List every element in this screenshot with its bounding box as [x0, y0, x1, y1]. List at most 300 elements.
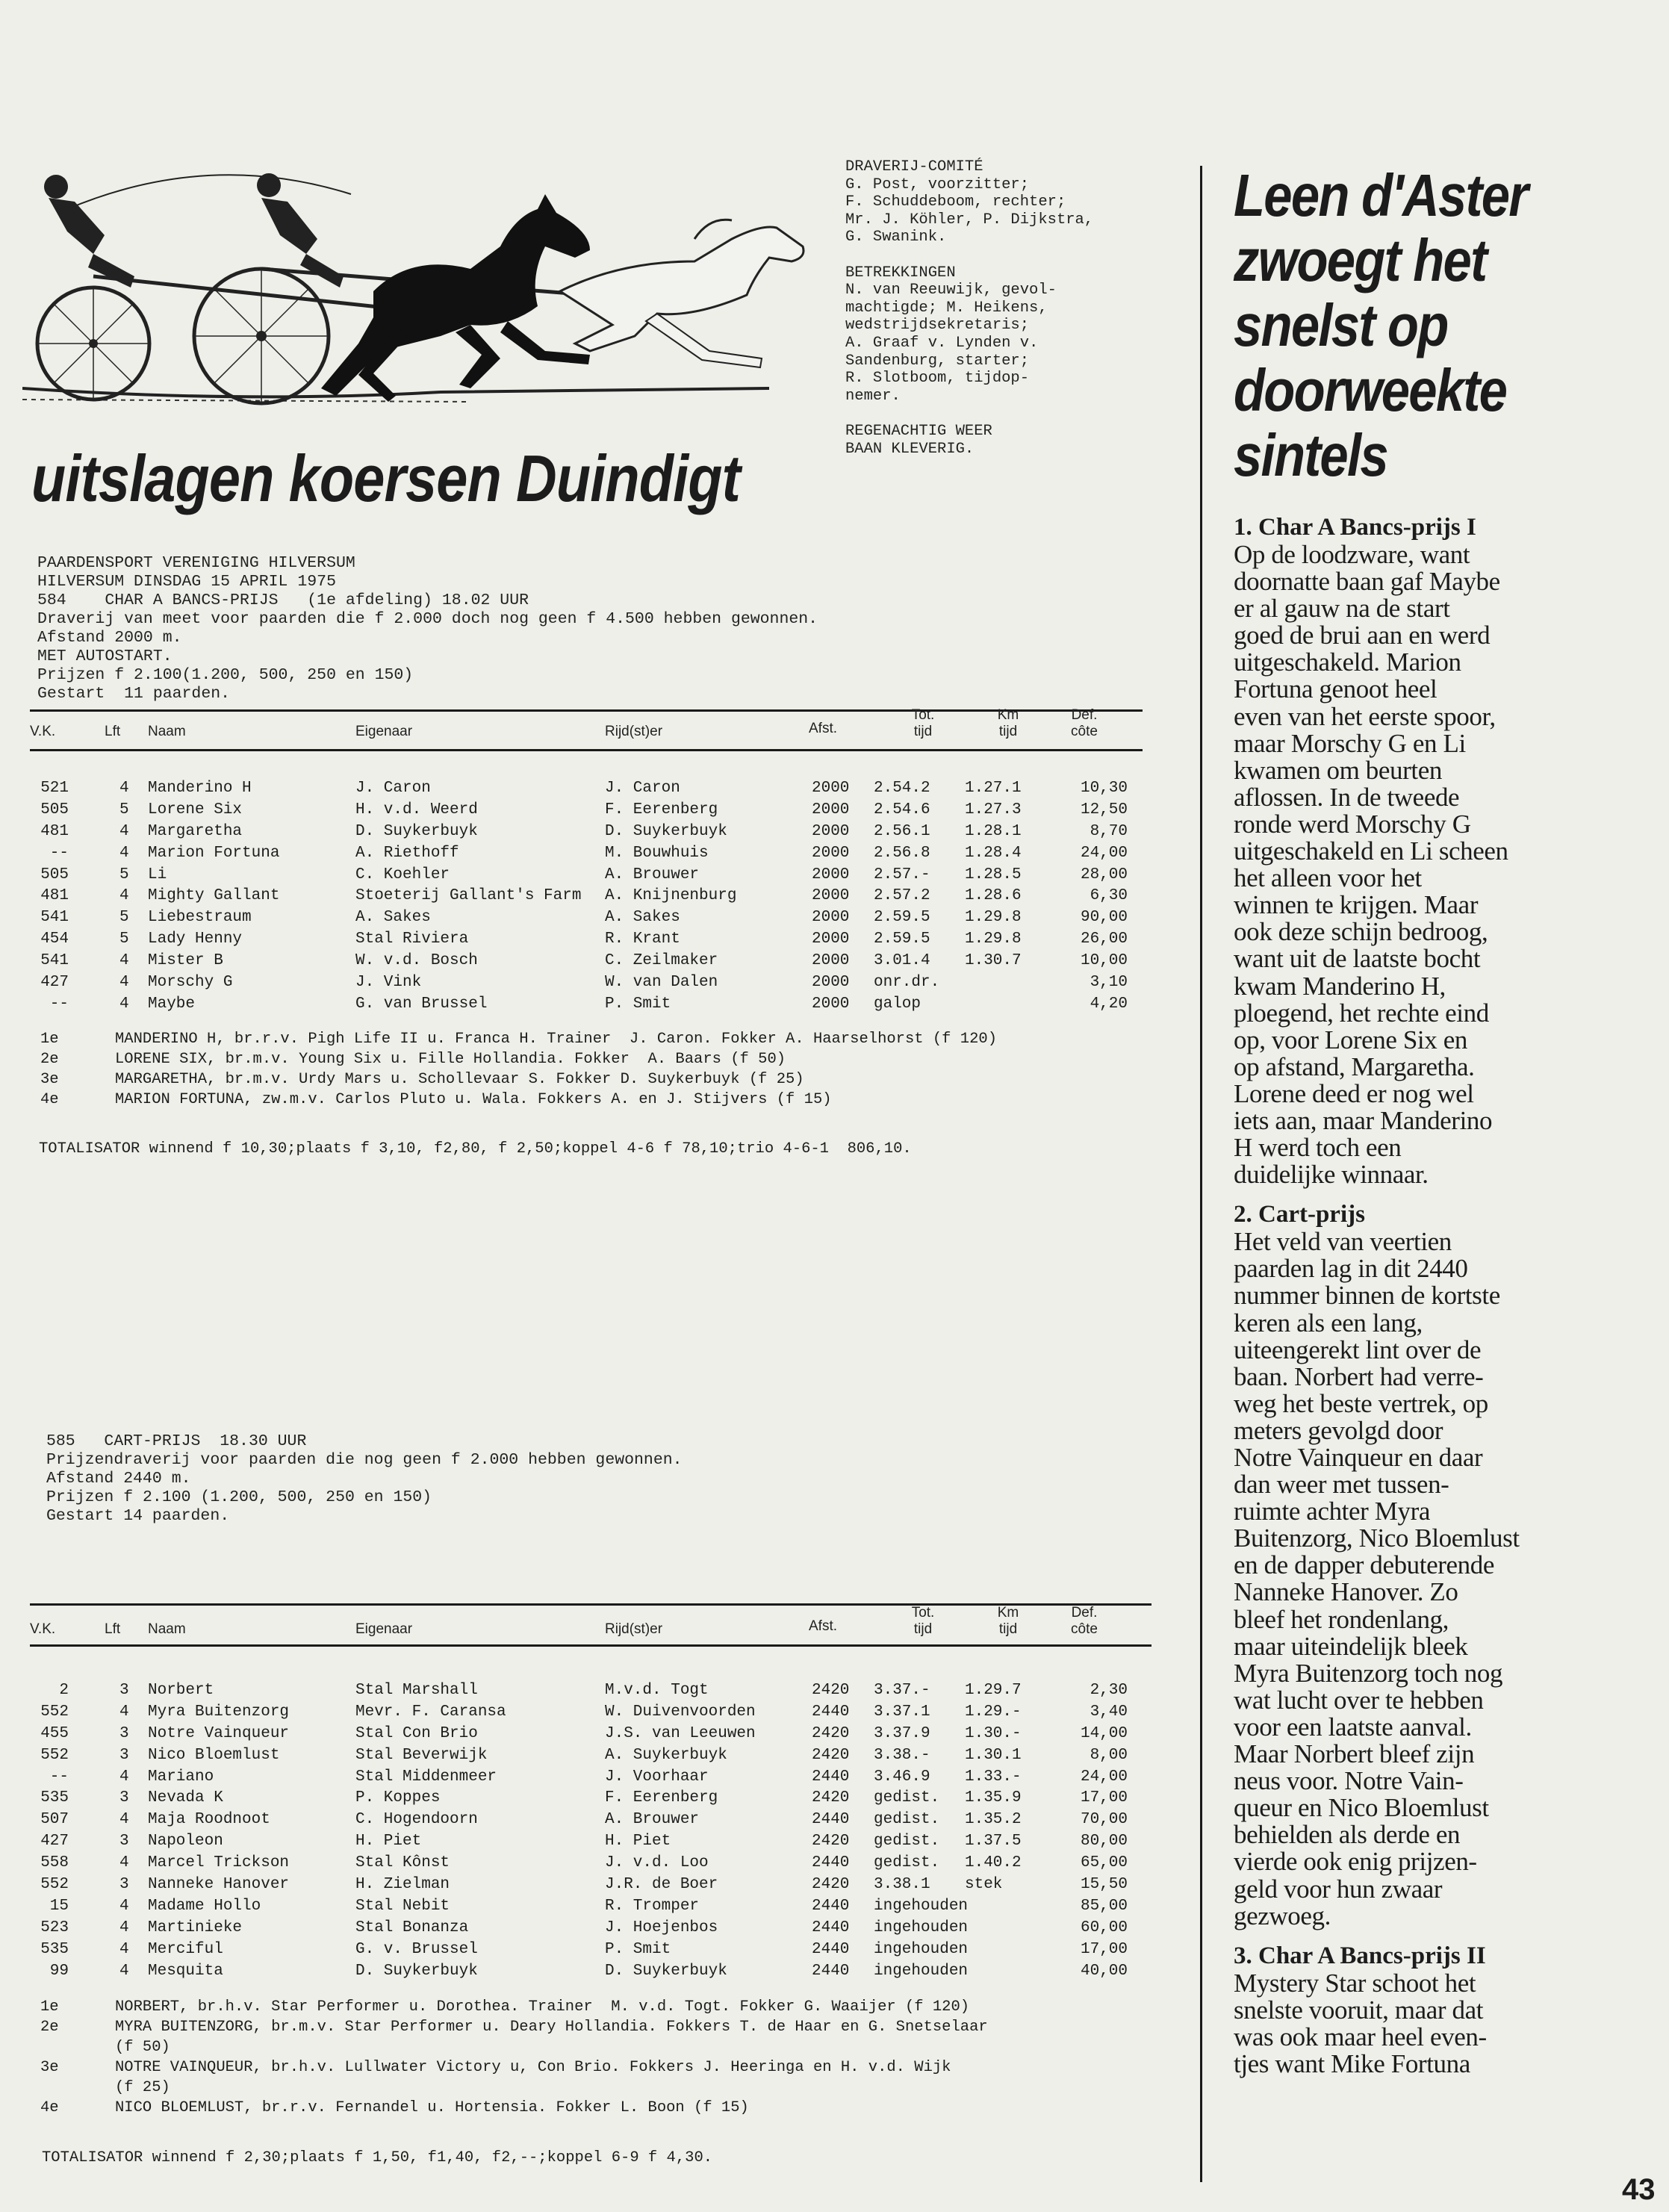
odds-cell: 4,20 [1090, 995, 1128, 1013]
section-line: maar Morschy G en Li [1234, 728, 1466, 758]
vk-cell: 552 [40, 1703, 69, 1721]
table-row [30, 1941, 1150, 1963]
lft-cell: 3 [119, 1724, 129, 1742]
race2-header-line: Afstand 2440 m. [46, 1470, 191, 1488]
name-cell: Liebestraum [148, 909, 252, 927]
odds-cell: 14,00 [1080, 1724, 1128, 1742]
lft-cell: 4 [119, 1940, 129, 1958]
vk-cell: 535 [40, 1940, 69, 1958]
article-title-line: Leen d'Aster [1234, 162, 1528, 229]
committee-line: G. Post, voorzitter; [845, 175, 1030, 193]
name-cell: Nevada K [148, 1789, 223, 1807]
section-line: queur en Nico Bloemlust [1234, 1793, 1489, 1823]
placing-text: (f 50) [115, 2039, 170, 2056]
km-time-cell: 1.35.9 [965, 1789, 1022, 1807]
section-line: paarden lag in dit 2440 [1234, 1254, 1468, 1284]
km-time-cell: stek [965, 1876, 1003, 1894]
name-cell: Morschy G [148, 974, 233, 992]
driver-cell: M.v.d. Togt [605, 1682, 709, 1699]
col-header-lft: Lft [105, 1621, 121, 1637]
distance-cell: 2420 [812, 1724, 850, 1742]
vk-cell: 481 [40, 887, 69, 905]
odds-cell: 8,00 [1090, 1746, 1128, 1764]
placing-line [40, 2017, 1160, 2037]
owner-cell: J. Vink [355, 974, 422, 992]
race2-header-rule-bottom [30, 1644, 1151, 1647]
odds-cell: 10,00 [1080, 952, 1128, 970]
owner-cell: Stal Kônst [355, 1854, 450, 1872]
col-header-lft: Lft [105, 724, 121, 739]
driver-cell: J.R. de Boer [605, 1876, 718, 1894]
odds-cell: 40,00 [1080, 1962, 1128, 1980]
total-time-cell: gedist. [874, 1811, 940, 1829]
article-title-line: zwoegt het [1234, 227, 1487, 293]
section-line: Notre Vainqueur en daar [1234, 1443, 1483, 1472]
name-cell: Mighty Gallant [148, 887, 280, 905]
km-time-cell: 1.30.1 [965, 1746, 1022, 1764]
race1-header-line: HILVERSUM DINSDAG 15 APRIL 1975 [37, 573, 336, 591]
section-line: uitgeschakeld en Li scheen [1234, 836, 1508, 866]
odds-cell: 70,00 [1080, 1811, 1128, 1829]
section-line: Mystery Star schoot het [1234, 1968, 1476, 1998]
lft-cell: 5 [119, 866, 129, 883]
driver-cell: H. Piet [605, 1833, 671, 1851]
vk-cell: -- [49, 995, 69, 1013]
owner-cell: C. Koehler [355, 866, 450, 883]
owner-cell: H. Zielman [355, 1876, 450, 1894]
vk-cell: 427 [40, 1833, 69, 1851]
article-title-line: snelst op [1234, 292, 1448, 358]
article-title-line: sintels [1234, 422, 1387, 488]
distance-cell: 2420 [812, 1682, 850, 1699]
page-number: 43 [1622, 2173, 1656, 2206]
race1-header-line: 584 CHAR A BANCS-PRIJS (1e afdeling) 18.02 UUR [37, 591, 529, 609]
section-line: Maar Norbert bleef zijn [1234, 1739, 1475, 1769]
owner-cell: A. Riethoff [355, 844, 459, 862]
vk-cell: 15 [49, 1897, 69, 1915]
placing-line [40, 2057, 1160, 2078]
distance-cell: 2420 [812, 1876, 850, 1894]
total-time-cell: 2.59.5 [874, 909, 930, 927]
race1-header-line: Prijzen f 2.100(1.200, 500, 250 en 150) [37, 666, 414, 684]
placing-line [40, 2078, 1160, 2098]
name-cell: Mariano [148, 1768, 214, 1786]
name-cell: Marcel Trickson [148, 1854, 290, 1872]
committee-line [845, 405, 1166, 423]
vk-cell: 505 [40, 801, 69, 818]
owner-cell: H. Piet [355, 1833, 422, 1851]
distance-cell: 2000 [812, 909, 850, 927]
km-time-cell: 1.29.8 [965, 909, 1022, 927]
distance-cell: 2440 [812, 1768, 850, 1786]
lft-cell: 4 [119, 952, 129, 970]
section-line: kwam Manderino H, [1234, 971, 1446, 1001]
table-row [30, 931, 1150, 952]
vk-cell: 541 [40, 909, 69, 927]
name-cell: Myra Buitenzorg [148, 1703, 290, 1721]
lft-cell: 3 [119, 1876, 129, 1894]
section-line: H werd toch een [1234, 1133, 1402, 1163]
driver-cell: W. Duivenvoorden [605, 1703, 756, 1721]
lft-cell: 4 [119, 995, 129, 1013]
lft-cell: 3 [119, 1682, 129, 1699]
name-cell: Mesquita [148, 1962, 223, 1980]
placing-text: (f 25) [115, 2079, 170, 2096]
race1-header-line: MET AUTOSTART. [37, 647, 173, 665]
total-time-cell: ingehouden [874, 1940, 969, 1958]
placing-position: 2e [40, 1051, 59, 1068]
total-time-cell: 3.38.1 [874, 1876, 930, 1894]
name-cell: Madame Hollo [148, 1897, 261, 1915]
lft-cell: 5 [119, 931, 129, 948]
owner-cell: Mevr. F. Caransa [355, 1703, 506, 1721]
col-header-afst: Afst. [809, 721, 838, 736]
owner-cell: P. Koppes [355, 1789, 441, 1807]
section-line: maar uiteindelijk bleek [1234, 1631, 1468, 1661]
odds-cell: 12,50 [1080, 801, 1128, 818]
vk-cell: -- [49, 844, 69, 862]
table-row [30, 1876, 1150, 1898]
section-line: iets aan, maar Manderino [1234, 1105, 1493, 1135]
column-divider [1200, 166, 1202, 2182]
total-time-cell: 2.56.8 [874, 844, 930, 862]
name-cell: Lady Henny [148, 931, 243, 948]
odds-cell: 85,00 [1080, 1897, 1128, 1915]
race2-results-table [30, 1682, 1150, 1983]
driver-cell: J.S. van Leeuwen [605, 1724, 756, 1742]
section-line: kwamen om beurten [1234, 755, 1442, 785]
placing-line [40, 1997, 1160, 2017]
odds-cell: 60,00 [1080, 1919, 1128, 1936]
section-line: even van het eerste spoor, [1234, 701, 1496, 731]
distance-cell: 2440 [812, 1854, 850, 1872]
placing-text: NOTRE VAINQUEUR, br.h.v. Lullwater Victory u, Con Brio. Fokkers J. Heeringa en H. v.d. Wijk [115, 2059, 951, 2076]
distance-cell: 2440 [812, 1940, 850, 1958]
table-row [30, 1811, 1150, 1833]
section-line: op, voor Lorene Six en [1234, 1025, 1467, 1054]
distance-cell: 2420 [812, 1833, 850, 1851]
section-line: nummer binnen de kortste [1234, 1281, 1500, 1311]
total-time-cell: onr.dr. [874, 974, 940, 992]
section-line: ruimte achter Myra [1234, 1497, 1430, 1526]
lft-cell: 4 [119, 887, 129, 905]
vk-cell: 505 [40, 866, 69, 883]
name-cell: Li [148, 866, 167, 883]
section-line: ook deze schijn bedroog, [1234, 917, 1488, 947]
table-row [30, 845, 1150, 866]
vk-cell: 481 [40, 822, 69, 840]
owner-cell: Stal Bonanza [355, 1919, 469, 1936]
committee-line: F. Schuddeboom, rechter; [845, 193, 1066, 211]
total-time-cell: 2.54.2 [874, 780, 930, 797]
race2-header-line: Prijzendraverij voor paarden die nog geen f 2.000 hebben gewonnen. [46, 1451, 683, 1469]
total-time-cell: gedist. [874, 1789, 940, 1807]
distance-cell: 2000 [812, 866, 850, 883]
section-line: en de dapper debuterende [1234, 1550, 1494, 1580]
name-cell: Napoleon [148, 1833, 223, 1851]
km-time-cell: 1.27.1 [965, 780, 1022, 797]
section-line: er al gauw na de start [1234, 594, 1450, 624]
total-time-cell: ingehouden [874, 1919, 969, 1936]
section-line: ploegend, het rechte eind [1234, 998, 1489, 1028]
table-row [30, 1833, 1150, 1854]
km-time-cell: 1.33.- [965, 1768, 1022, 1786]
owner-cell: Stoeterij Gallant's Farm [355, 887, 582, 905]
table-row [30, 780, 1150, 801]
section-line: doornatte baan gaf Maybe [1234, 567, 1500, 597]
km-time-cell: 1.28.4 [965, 844, 1022, 862]
total-time-cell: 2.59.5 [874, 931, 930, 948]
placing-position: 3e [40, 2059, 59, 2076]
col-header-vk: V.K. [30, 724, 56, 739]
placing-text: MANDERINO H, br.r.v. Pigh Life II u. Franca H. Trainer J. Caron. Fokker A. Haarselhorst (f 120) [115, 1031, 997, 1048]
driver-cell: M. Bouwhuis [605, 844, 709, 862]
section-line: baan. Norbert had verre- [1234, 1361, 1484, 1391]
owner-cell: H. v.d. Weerd [355, 801, 478, 818]
owner-cell: G. van Brussel [355, 995, 488, 1013]
placing-line [40, 2098, 1160, 2118]
placing-text: MYRA BUITENZORG, br.m.v. Star Performer u. Deary Hollandia. Fokkers T. de Haar en G. Snetselaar [115, 2019, 988, 2036]
total-time-cell: galop [874, 995, 921, 1013]
article-section [1234, 1942, 1652, 2078]
distance-cell: 2000 [812, 974, 850, 992]
owner-cell: Stal Beverwijk [355, 1746, 488, 1764]
lft-cell: 5 [119, 909, 129, 927]
article-title [1234, 163, 1651, 488]
results-headline: uitslagen koersen Duindigt [31, 441, 740, 515]
section-line: Buitenzorg, Nico Bloemlust [1234, 1523, 1520, 1553]
owner-cell: D. Suykerbuyk [355, 1962, 478, 1980]
section-line: meters gevolgd door [1234, 1415, 1443, 1445]
odds-cell: 17,00 [1080, 1940, 1128, 1958]
placing-line [40, 1029, 1160, 1049]
total-time-cell: 3.37.9 [874, 1724, 930, 1742]
name-cell: Manderino H [148, 780, 252, 797]
name-cell: Mister B [148, 952, 223, 970]
placing-text: LORENE SIX, br.m.v. Young Six u. Fille Hollandia. Fokker A. Baars (f 50) [115, 1051, 786, 1068]
odds-cell: 17,00 [1080, 1789, 1128, 1807]
driver-cell: A. Sakes [605, 909, 680, 927]
distance-cell: 2000 [812, 952, 850, 970]
committee-line: Mr. J. Köhler, P. Dijkstra, [845, 211, 1094, 229]
odds-cell: 2,30 [1090, 1682, 1128, 1699]
distance-cell: 2000 [812, 931, 850, 948]
placing-position: 1e [40, 1031, 59, 1048]
section-line: wat lucht over te hebben [1234, 1685, 1484, 1715]
placing-position: 2e [40, 2019, 59, 2036]
committee-line: machtigde; M. Heikens, [845, 299, 1048, 317]
distance-cell: 2440 [812, 1811, 850, 1829]
driver-cell: R. Tromper [605, 1897, 700, 1915]
vk-cell: -- [49, 1768, 69, 1786]
race1-totalisator: TOTALISATOR winnend f 10,30;plaats f 3,10, f2,80, f 2,50;koppel 4-6 f 78,10;trio 4-6-1 806,10. [39, 1140, 912, 1158]
lft-cell: 4 [119, 780, 129, 797]
distance-cell: 2440 [812, 1919, 850, 1936]
lft-cell: 3 [119, 1789, 129, 1807]
driver-cell: J. Caron [605, 780, 680, 797]
section-line: het alleen voor het [1234, 863, 1422, 893]
placing-line [40, 1049, 1160, 1069]
vk-cell: 507 [40, 1811, 69, 1829]
placing-line [40, 1069, 1160, 1090]
km-time-cell: 1.30.- [965, 1724, 1022, 1742]
vk-cell: 552 [40, 1876, 69, 1894]
col-header-eigenaar: Eigenaar [355, 1621, 413, 1637]
section-line: goed de brui aan en werd [1234, 621, 1491, 650]
driver-cell: F. Eerenberg [605, 1789, 718, 1807]
race2-header-line: Prijzen f 2.100 (1.200, 500, 250 en 150) [46, 1488, 432, 1506]
lft-cell: 3 [119, 1833, 129, 1851]
driver-cell: J. v.d. Loo [605, 1854, 709, 1872]
driver-cell: D. Suykerbuyk [605, 822, 727, 840]
race2-header-line: 585 CART-PRIJS 18.30 UUR [46, 1432, 307, 1450]
section-line: gezwoeg. [1234, 1901, 1331, 1930]
col-header-def-cote: côte [1071, 1621, 1098, 1637]
odds-cell: 90,00 [1080, 909, 1128, 927]
col-header-km-tijd: tijd [998, 1621, 1018, 1637]
lft-cell: 5 [119, 801, 129, 818]
section-line: winnen te krijgen. Maar [1234, 890, 1479, 920]
table-row [30, 1963, 1150, 1984]
race2-header-line: Gestart 14 paarden. [46, 1507, 230, 1525]
placing-text: NORBERT, br.h.v. Star Performer u. Dorothea. Trainer M. v.d. Togt. Fokker G. Waaijer (f 120) [115, 1998, 970, 2016]
vk-cell: 558 [40, 1854, 69, 1872]
section-heading: 1. Char A Bancs-prijs I [1234, 514, 1476, 541]
placing-line [40, 1090, 1160, 1110]
race1-table-header [30, 708, 1150, 745]
col-header-eigenaar: Eigenaar [355, 724, 413, 739]
owner-cell: D. Suykerbuyk [355, 822, 478, 840]
committee-line: G. Swanink. [845, 229, 947, 246]
committee-line: BETREKKINGEN [845, 264, 956, 282]
odds-cell: 8,70 [1090, 822, 1128, 840]
race1-header-line: Draverij van meet voor paarden die f 2.000 doch nog geen f 4.500 hebben gewonnen. [37, 610, 818, 628]
total-time-cell: 2.56.1 [874, 822, 930, 840]
table-row [30, 1768, 1150, 1790]
owner-cell: Stal Con Brio [355, 1724, 478, 1742]
committee-line: N. van Reeuwijk, gevol- [845, 282, 1057, 299]
race1-header-line: PAARDENSPORT VERENIGING HILVERSUM [37, 554, 355, 572]
section-line: duidelijke winnaar. [1234, 1160, 1429, 1190]
vk-cell: 454 [40, 931, 69, 948]
odds-cell: 24,00 [1080, 844, 1128, 862]
distance-cell: 2440 [812, 1962, 850, 1980]
section-line: Fortuna genoot heel [1234, 674, 1438, 704]
lft-cell: 4 [119, 1854, 129, 1872]
km-time-cell: 1.28.6 [965, 887, 1022, 905]
name-cell: Maybe [148, 995, 196, 1013]
driver-cell: R. Krant [605, 931, 680, 948]
km-time-cell: 1.29.7 [965, 1682, 1022, 1699]
col-header-vk: V.K. [30, 1621, 56, 1637]
km-time-cell: 1.37.5 [965, 1833, 1022, 1851]
distance-cell: 2000 [812, 780, 850, 797]
km-time-cell: 1.29.8 [965, 931, 1022, 948]
owner-cell: J. Caron [355, 780, 431, 797]
vk-cell: 535 [40, 1789, 69, 1807]
race2-placings [40, 1997, 1160, 2118]
section-line: dan weer met tussen- [1234, 1470, 1449, 1500]
harness-racing-illustration [22, 164, 821, 463]
table-row [30, 1898, 1150, 1919]
race1-header-line: Afstand 2000 m. [37, 629, 182, 647]
committee-block [845, 158, 1166, 458]
table-row [30, 866, 1150, 888]
odds-cell: 6,30 [1090, 887, 1128, 905]
col-header-afst: Afst. [809, 1618, 838, 1634]
distance-cell: 2000 [812, 801, 850, 818]
distance-cell: 2000 [812, 822, 850, 840]
placing-position: 3e [40, 1071, 59, 1088]
lft-cell: 4 [119, 1703, 129, 1721]
driver-cell: P. Smit [605, 995, 671, 1013]
section-line: bleef het rondenlang, [1234, 1604, 1449, 1634]
owner-cell: Stal Riviera [355, 931, 469, 948]
driver-cell: J. Voorhaar [605, 1768, 709, 1786]
section-line: tjes want Mike Fortuna [1234, 2048, 1470, 2078]
race2-totalisator: TOTALISATOR winnend f 2,30;plaats f 1,50, f1,40, f2,--;koppel 6-9 f 4,30. [42, 2149, 713, 2166]
odds-cell: 24,00 [1080, 1768, 1128, 1786]
lft-cell: 4 [119, 844, 129, 862]
vk-cell: 427 [40, 974, 69, 992]
km-time-cell: 1.29.- [965, 1703, 1022, 1721]
name-cell: Martinieke [148, 1919, 243, 1936]
odds-cell: 3,10 [1090, 974, 1128, 992]
placing-text: NICO BLOEMLUST, br.r.v. Fernandel u. Hortensia. Fokker L. Boon (f 15) [115, 2099, 749, 2116]
section-line: vierde ook enig prijzen- [1234, 1847, 1477, 1877]
distance-cell: 2000 [812, 844, 850, 862]
article-body [1234, 513, 1652, 2078]
section-line: uiteengerekt lint over de [1234, 1335, 1482, 1364]
section-line: aflossen. In de tweede [1234, 782, 1460, 812]
committee-line: A. Graaf v. Lynden v. [845, 334, 1039, 352]
name-cell: Merciful [148, 1940, 223, 1958]
committee-line [845, 246, 1166, 264]
odds-cell: 26,00 [1080, 931, 1128, 948]
placing-position: 4e [40, 2099, 59, 2116]
distance-cell: 2420 [812, 1789, 850, 1807]
lft-cell: 4 [119, 1962, 129, 1980]
article-title-line: doorweekte [1234, 357, 1507, 423]
driver-cell: A. Knijnenburg [605, 887, 737, 905]
name-cell: Lorene Six [148, 801, 243, 818]
lft-cell: 4 [119, 1897, 129, 1915]
table-row [30, 1854, 1150, 1876]
total-time-cell: gedist. [874, 1833, 940, 1851]
name-cell: Notre Vainqueur [148, 1724, 290, 1742]
col-header-km-tijd: Km [997, 1605, 1019, 1621]
col-header-km-tijd: Km [997, 707, 1019, 723]
name-cell: Nico Bloemlust [148, 1746, 280, 1764]
driver-cell: W. van Dalen [605, 974, 718, 992]
col-header-def-cote: Def. [1071, 707, 1098, 723]
col-header-tot-tijd: Tot. [911, 707, 935, 723]
odds-cell: 80,00 [1080, 1833, 1128, 1851]
name-cell: Marion Fortuna [148, 844, 280, 862]
total-time-cell: 2.57.2 [874, 887, 930, 905]
distance-cell: 2420 [812, 1746, 850, 1764]
table-row [30, 1747, 1150, 1768]
table-row [30, 952, 1150, 974]
section-heading: 3. Char A Bancs-prijs II [1234, 1942, 1486, 1969]
col-header-tot-tijd: tijd [913, 724, 933, 739]
article-section [1234, 513, 1652, 1188]
col-header-rijder: Rijd(st)er [605, 1621, 663, 1637]
table-row [30, 801, 1150, 823]
vk-cell: 552 [40, 1746, 69, 1764]
total-time-cell: 3.01.4 [874, 952, 930, 970]
section-line: snelste vooruit, maar dat [1234, 1995, 1484, 2025]
